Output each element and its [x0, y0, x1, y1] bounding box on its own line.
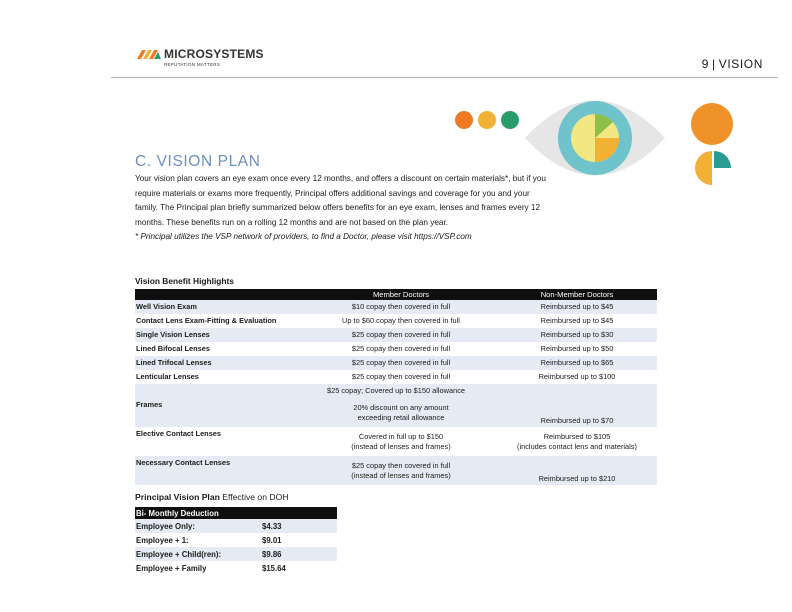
principal-plan-title-bold: Principal Vision Plan: [135, 492, 220, 502]
necessary-contacts-row: [135, 456, 657, 485]
green-dot-icon: [501, 111, 519, 129]
table-row: [135, 300, 657, 314]
tier-amount: $9.01: [262, 535, 282, 545]
yellow-dot-icon: [478, 111, 496, 129]
intro-paragraph: Your vision plan covers an eye exam once every 12 months, and offers a discount on certain materials*, but if you require materials or exams more frequently, Principal offers additional savings and coverage for you and your family. The Principal plan briefly summarized below offers benefits for an eye exam, lenses and frames every 12 months. These benefits run on a rolling 12 months and are not based on the plan year.: [135, 174, 546, 227]
tier-amount: $4.33: [261, 519, 337, 533]
section-intro: [135, 172, 555, 245]
deductions-table: [135, 507, 337, 575]
frames-row: [135, 398, 657, 427]
member-value: [305, 456, 497, 485]
non-member-value: Reimbursed up to $70: [497, 398, 657, 427]
vsp-note: * Principal utilizes the VSP network of providers, to find a Doctor, please visit https://VSP.com: [135, 232, 472, 241]
page-section: VISION: [718, 57, 763, 71]
deduction-header: Bi- Monthly Deduction: [135, 507, 337, 519]
member-value: $25 copay then covered in full: [305, 356, 497, 370]
page-separator: |: [712, 57, 716, 71]
table-header-row: [135, 289, 657, 300]
benefit-name: Well Vision Exam: [135, 300, 305, 314]
table-row: [135, 561, 337, 575]
brand-tagline: REPUTATION MATTERS: [164, 62, 221, 67]
person-head-icon: [691, 103, 733, 145]
tier-label: Employee Only:: [135, 519, 261, 533]
brand-name: MICROSYSTEMS: [164, 47, 264, 61]
column-header-member: Member Doctors: [305, 289, 497, 300]
table-row: [135, 533, 337, 547]
page-number: 9: [701, 57, 709, 71]
benefits-title: Vision Benefit Highlights: [135, 276, 234, 286]
principal-plan-effective: Effective on DOH: [219, 492, 289, 502]
orange-dot-icon: [455, 111, 473, 129]
header-divider: [111, 77, 778, 78]
member-value: $10 copay then covered in full: [305, 300, 497, 314]
non-member-value: [497, 427, 657, 456]
member-value: $25 copay then covered in full: [305, 328, 497, 342]
non-member-value: Reimbursed up to $50: [540, 344, 614, 354]
section-title: C. VISION PLAN: [135, 153, 261, 170]
member-value: $25 copay then covered in full: [351, 344, 451, 354]
member-value-line: (instead of lenses and frames): [351, 470, 451, 480]
benefit-name: Contact Lens Exam-Fitting & Evaluation: [136, 316, 277, 326]
tier-amount: $9.86: [261, 547, 337, 561]
table-row: [135, 519, 337, 533]
member-value: [305, 427, 497, 456]
member-value: $25 copay then covered in full: [351, 372, 451, 382]
member-value: Up to $60 copay then covered in full: [342, 316, 460, 326]
table-row: [135, 356, 657, 370]
benefit-name: Elective Contact Lenses: [136, 429, 222, 438]
benefit-name: Lined Bifocal Lenses: [136, 344, 210, 354]
non-member-value: Reimbursed up to $65: [497, 356, 657, 370]
benefit-name: Single Vision Lenses: [135, 328, 305, 342]
tier-label: Employee + Child(ren):: [135, 547, 261, 561]
table-row: [135, 370, 657, 384]
elective-contacts-row: [135, 427, 657, 456]
frames-allowance-row: [135, 384, 657, 398]
non-member-value: Reimbursed up to $45: [497, 300, 657, 314]
member-value: [305, 398, 497, 427]
non-member-value: Reimbursed up to $30: [497, 328, 657, 342]
non-member-value-line: Reimbursed to $105: [543, 432, 611, 441]
microsystems-logo-icon: [137, 46, 161, 60]
benefit-name: Lined Trifocal Lenses: [135, 356, 305, 370]
non-member-value: Reimbursed up to $45: [540, 316, 614, 326]
benefit-name: Lenticular Lenses: [136, 372, 199, 382]
frames-allowance: $25 copay; Covered up to $150 allowance: [135, 384, 657, 398]
tier-amount: $15.64: [262, 563, 286, 573]
column-header: [135, 289, 305, 300]
member-value-line: Covered in full up to $150: [358, 432, 444, 441]
column-header-non-member: Non-Member Doctors: [497, 289, 657, 300]
member-value-line: (instead of lenses and frames): [351, 441, 451, 451]
table-row: [135, 547, 337, 561]
principal-plan-title: [135, 492, 288, 502]
member-value-line: exceeding retail allowance: [357, 412, 445, 422]
member-value-line: 20% discount on any amount: [353, 403, 449, 412]
non-member-value: Reimbursed up to $100: [538, 372, 616, 382]
table-row: [135, 314, 657, 328]
tier-label: Employee + 1:: [136, 535, 189, 545]
benefit-name: Frames: [135, 398, 305, 427]
page-label: [702, 57, 763, 71]
benefit-name: Necessary Contact Lenses: [135, 456, 305, 485]
table-row: [135, 342, 657, 356]
non-member-value-line: (includes contact lens and materials): [517, 441, 637, 451]
table-row: [135, 328, 657, 342]
member-value-line: $25 copay then covered in full: [351, 461, 451, 470]
table-header-row: [135, 507, 337, 519]
person-body-icon: [695, 151, 712, 185]
benefits-table: [135, 289, 657, 485]
non-member-value: Reimbursed up to $210: [497, 456, 657, 485]
tier-label: Employee + Family: [136, 563, 207, 573]
